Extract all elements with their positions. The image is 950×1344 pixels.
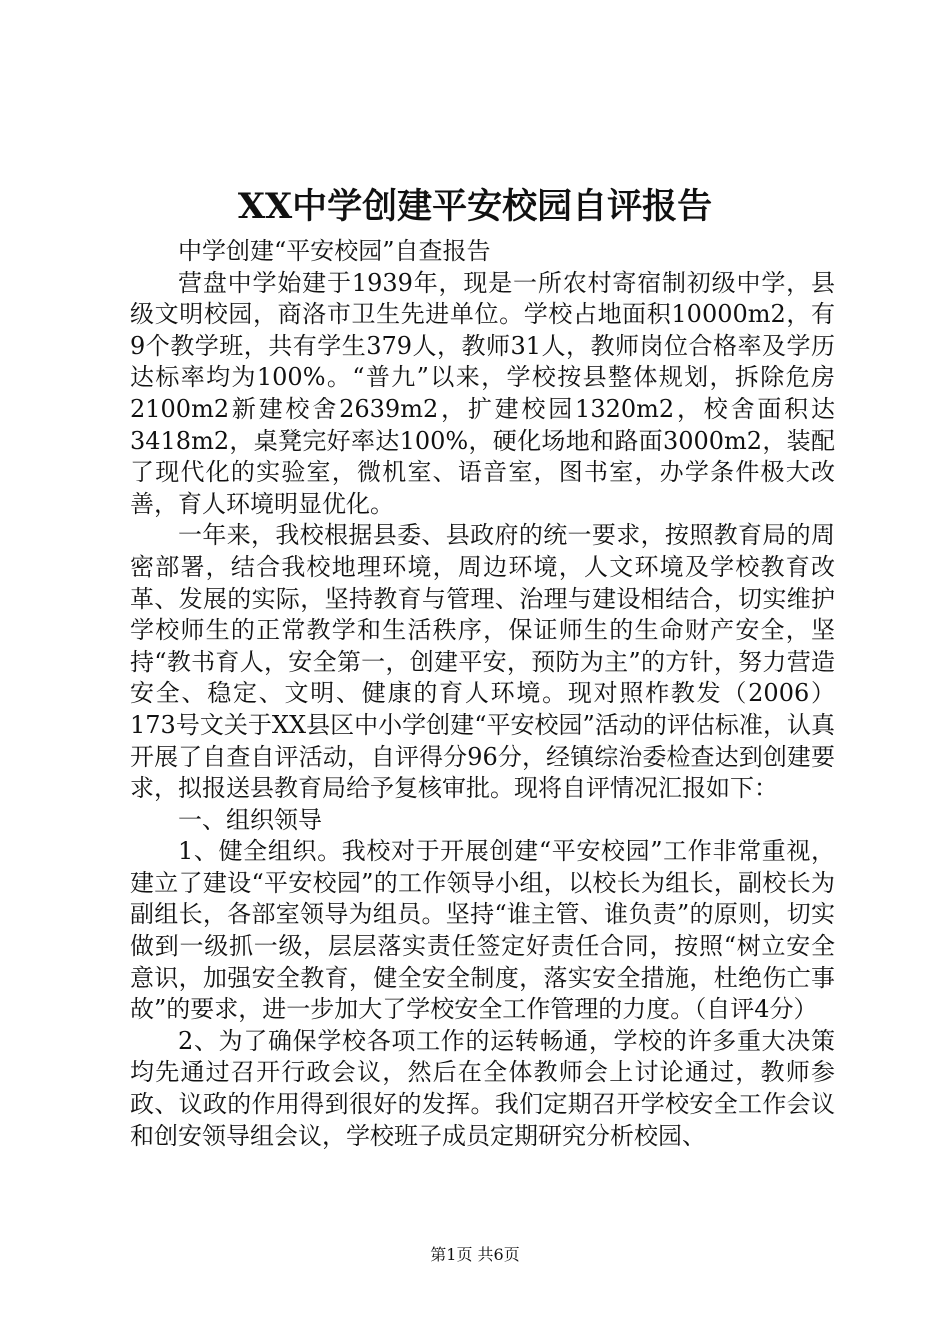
item-paragraph-2: 2、为了确保学校各项工作的运转畅通，学校的许多重大决策均先通过召开行政会议，然后在全体教师会上讨论通过，教师参政、议政的作用得到很好的发挥。我们定期召开学校安全工作会议和创安领导组会议，学校班子成员定期研究分析校园、	[130, 1026, 835, 1150]
intro-paragraph: 营盘中学始建于1939年，现是一所农村寄宿制初级中学，县级文明校园，商洛市卫生先进单位。学校占地面积10000m2，有9个教学班，共有学生379人，教师31人，教师岗位合格率及学历达标率均为100%。“普九”以来，学校按县整体规划，拆除危房2100m2新建校舍2639m2，扩建校园1320m2，校舍面积达3418m2，桌凳完好率达100%，硬化场地和路面3000m2，装配了现代化的实验室，微机室、语音室，图书室，办学条件极大改善，育人环境明显优化。	[130, 268, 835, 518]
section-heading: 一、组织领导	[178, 805, 322, 834]
document-title: XX中学创建平安校园自评报告	[237, 186, 713, 227]
summary-paragraph: 一年来，我校根据县委、县政府的统一要求，按照教育局的周密部署，结合我校地理环境，周边环境，人文环境及学校教育改革、发展的实际，坚持教育与管理、治理与建设相结合，切实维护学校师生的正常教学和生活秩序，保证师生的生命财产安全，坚持“教书育人，安全第一，创建平安，预防为主”的方针，努力营造安全、稳定、文明、健康的育人环境。现对照柞教发（2006）173号文关于XX县区中小学创建“平安校园”活动的评估标准，认真开展了自查自评活动，自评得分96分，经镇综治委检查达到创建要求，拟报送县教育局给予复核审批。现将自评情况汇报如下：	[130, 521, 835, 803]
document-body	[130, 236, 835, 1152]
subtitle-paragraph: 中学创建“平安校园”自查报告	[178, 237, 491, 265]
item-paragraph-1: 1、健全组织。我校对于开展创建“平安校园”工作非常重视，建立了建设“平安校园”的工作领导小组，以校长为组长，副校长为副组长，各部室领导为组员。坚持“谁主管、谁负责”的原则，切实做到一级抓一级，层层落实责任签定好责任合同，按照“树立安全意识，加强安全教育，健全安全制度，落实安全措施，杜绝伤亡事故”的要求，进一步加大了学校安全工作管理的力度。（自评4分）	[130, 837, 835, 1024]
page-number-footer: 第1页 共6页	[430, 1245, 520, 1264]
